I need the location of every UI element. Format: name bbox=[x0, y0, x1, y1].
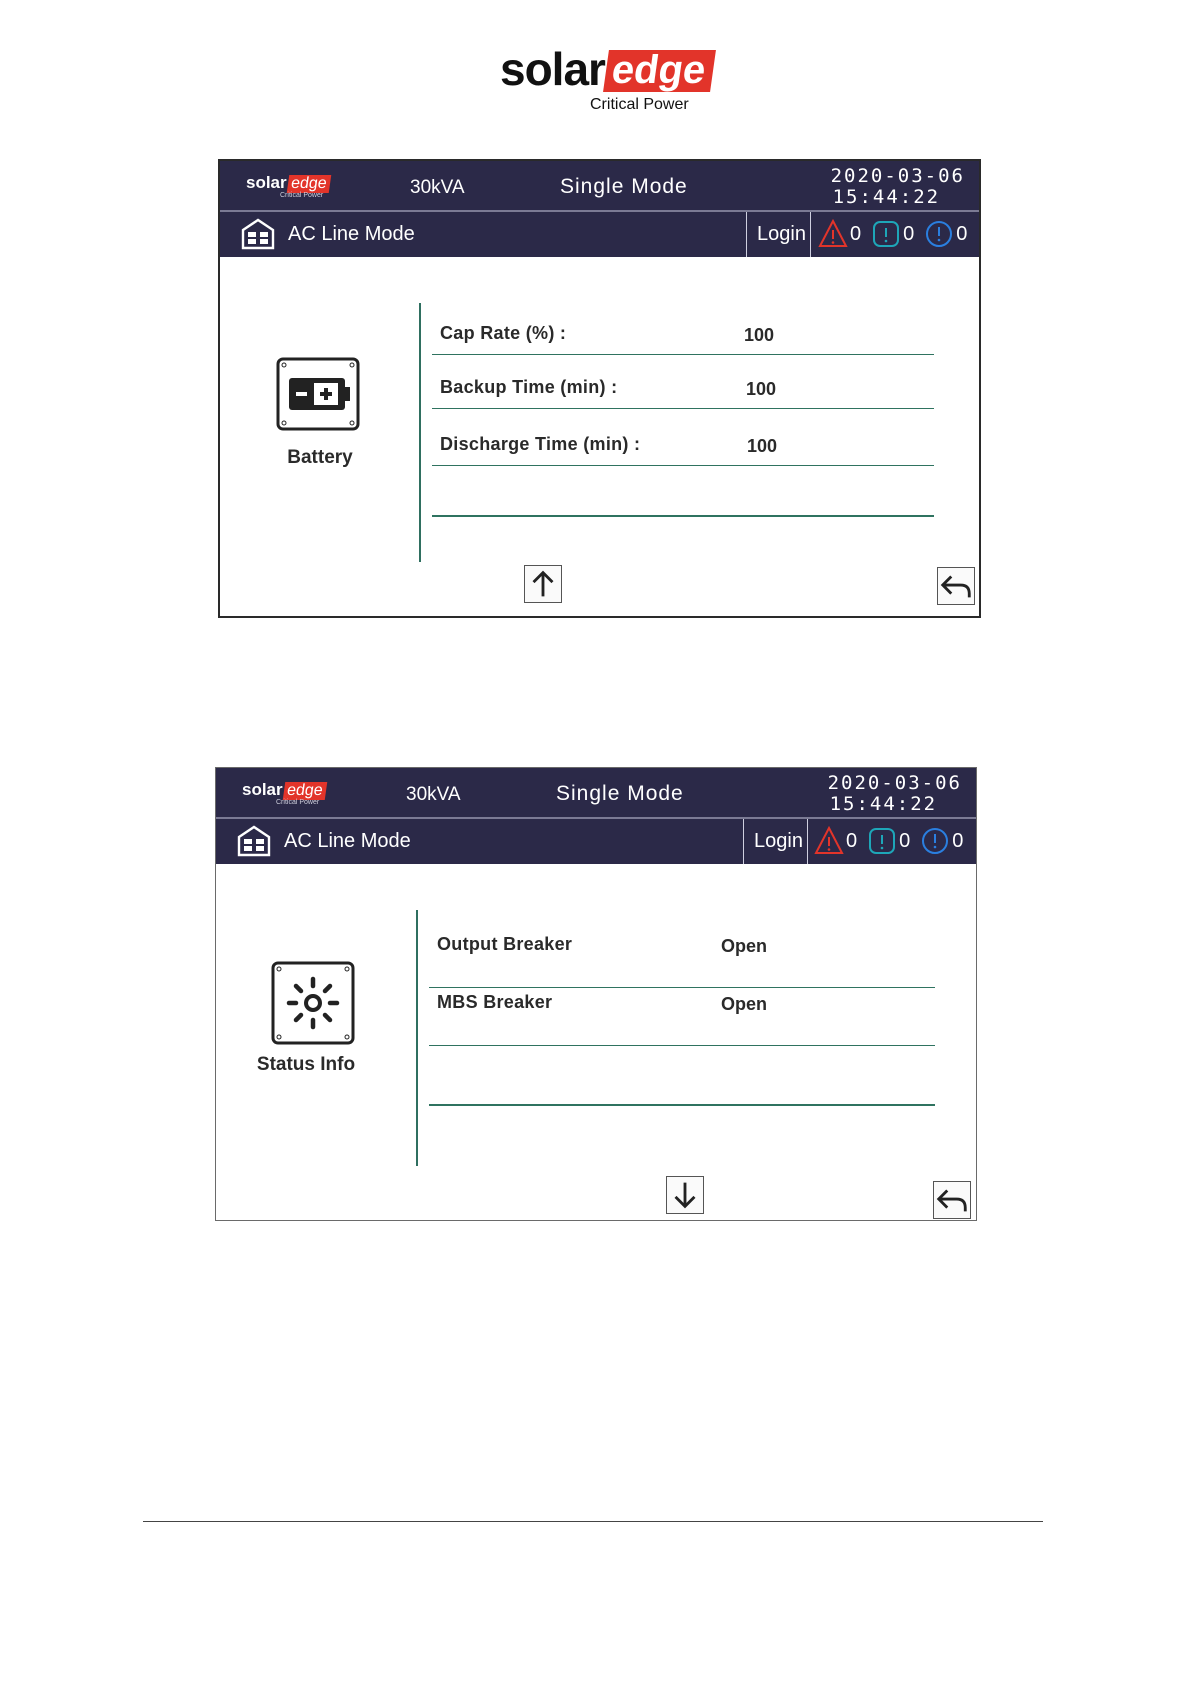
empty-row-rule bbox=[429, 1104, 935, 1106]
header-logo bbox=[242, 780, 332, 810]
status-bar bbox=[220, 212, 979, 257]
capacity-label: 30kVA bbox=[406, 784, 461, 805]
back-arrow-icon bbox=[934, 1182, 970, 1218]
column-divider bbox=[416, 910, 418, 1166]
page-up-button[interactable] bbox=[524, 565, 562, 603]
row-rule bbox=[432, 408, 934, 410]
alarm-warning-count: 0 bbox=[846, 829, 858, 852]
status-value: Open bbox=[721, 936, 768, 956]
screen-battery bbox=[218, 159, 981, 618]
header-logo-sub: Critical Power bbox=[276, 799, 320, 806]
back-arrow-icon bbox=[938, 568, 974, 604]
param-row[interactable] bbox=[432, 323, 934, 355]
alarm-counters bbox=[818, 216, 977, 252]
home-icon[interactable] bbox=[240, 218, 276, 250]
fault-square-icon bbox=[867, 826, 897, 856]
empty-row-rule bbox=[432, 515, 934, 517]
status-bar bbox=[216, 819, 976, 864]
row-rule bbox=[432, 465, 934, 467]
info-circle-icon bbox=[924, 219, 954, 249]
footer-divider bbox=[143, 1521, 1043, 1522]
header-logo bbox=[246, 173, 336, 203]
line-mode-label: AC Line Mode bbox=[288, 223, 415, 245]
page-up-arrow-icon bbox=[525, 566, 561, 602]
battery-icon[interactable] bbox=[276, 357, 360, 431]
row-rule bbox=[429, 1045, 935, 1047]
alarm-warning-count: 0 bbox=[850, 222, 862, 245]
status-label: MBS Breaker bbox=[437, 992, 553, 1012]
date-label: 2020-03-06 bbox=[827, 772, 962, 794]
param-value: 100 bbox=[746, 379, 777, 399]
param-label: Backup Time (min) : bbox=[440, 377, 618, 397]
header-logo-accent: edge bbox=[282, 782, 326, 800]
row-rule bbox=[429, 987, 935, 989]
alarm-fault-count: 0 bbox=[903, 222, 915, 245]
param-value: 100 bbox=[747, 436, 778, 456]
category-label: Battery bbox=[287, 447, 353, 468]
time-label: 15:44:22 bbox=[829, 793, 938, 815]
status-row[interactable] bbox=[429, 992, 935, 1046]
param-value: 100 bbox=[744, 325, 775, 345]
login-label: Login bbox=[754, 830, 803, 852]
param-row[interactable] bbox=[432, 377, 934, 409]
header-logo-sub: Critical Power bbox=[280, 192, 324, 199]
column-divider bbox=[419, 303, 421, 562]
time-label: 15:44:22 bbox=[832, 186, 941, 208]
info-circle-icon bbox=[920, 826, 950, 856]
alarm-fault-count: 0 bbox=[899, 829, 911, 852]
param-row[interactable] bbox=[432, 434, 934, 466]
back-button[interactable] bbox=[937, 567, 975, 605]
alarm-warning[interactable] bbox=[814, 826, 857, 856]
logo-tagline: Critical Power bbox=[590, 96, 689, 113]
logo-word: solar bbox=[500, 43, 605, 95]
header-logo-accent: edge bbox=[286, 175, 330, 193]
warning-triangle-icon bbox=[814, 826, 844, 856]
login-label: Login bbox=[757, 223, 806, 245]
alarm-info[interactable] bbox=[920, 826, 963, 856]
param-label: Cap Rate (%) : bbox=[440, 323, 567, 343]
alarm-warning[interactable] bbox=[818, 219, 861, 249]
page-down-arrow-icon bbox=[667, 1177, 703, 1213]
header-logo-word: solar bbox=[246, 173, 287, 192]
param-label: Discharge Time (min) : bbox=[440, 434, 641, 454]
status-value: Open bbox=[721, 994, 768, 1014]
status-row[interactable] bbox=[429, 934, 935, 988]
solaredge-logo bbox=[500, 40, 720, 120]
mode-label: Single Mode bbox=[556, 782, 684, 805]
row-rule bbox=[432, 354, 934, 356]
status-label: Output Breaker bbox=[437, 934, 573, 954]
logo-accent: edge bbox=[603, 50, 716, 92]
back-button[interactable] bbox=[933, 1181, 971, 1219]
header-logo-word: solar bbox=[242, 780, 283, 799]
capacity-label: 30kVA bbox=[410, 177, 465, 198]
warning-triangle-icon bbox=[818, 219, 848, 249]
page-down-button[interactable] bbox=[666, 1176, 704, 1214]
home-icon[interactable] bbox=[236, 825, 272, 857]
date-label: 2020-03-06 bbox=[830, 165, 965, 187]
line-mode-label: AC Line Mode bbox=[284, 830, 411, 852]
datetime bbox=[828, 773, 962, 815]
datetime bbox=[831, 166, 965, 208]
login-button[interactable] bbox=[743, 819, 808, 864]
alarm-info[interactable] bbox=[924, 219, 967, 249]
alarm-fault[interactable] bbox=[871, 219, 914, 249]
alarm-info-count: 0 bbox=[956, 222, 968, 245]
status-gear-icon[interactable] bbox=[271, 961, 355, 1035]
login-button[interactable] bbox=[746, 212, 811, 257]
alarm-fault[interactable] bbox=[867, 826, 910, 856]
alarm-counters bbox=[814, 823, 973, 859]
category-label: Status Info bbox=[256, 1054, 356, 1075]
top-header bbox=[220, 161, 979, 212]
screen-status-info bbox=[215, 767, 977, 1221]
mode-label: Single Mode bbox=[560, 175, 688, 198]
alarm-info-count: 0 bbox=[952, 829, 964, 852]
fault-square-icon bbox=[871, 219, 901, 249]
top-header bbox=[216, 768, 976, 819]
